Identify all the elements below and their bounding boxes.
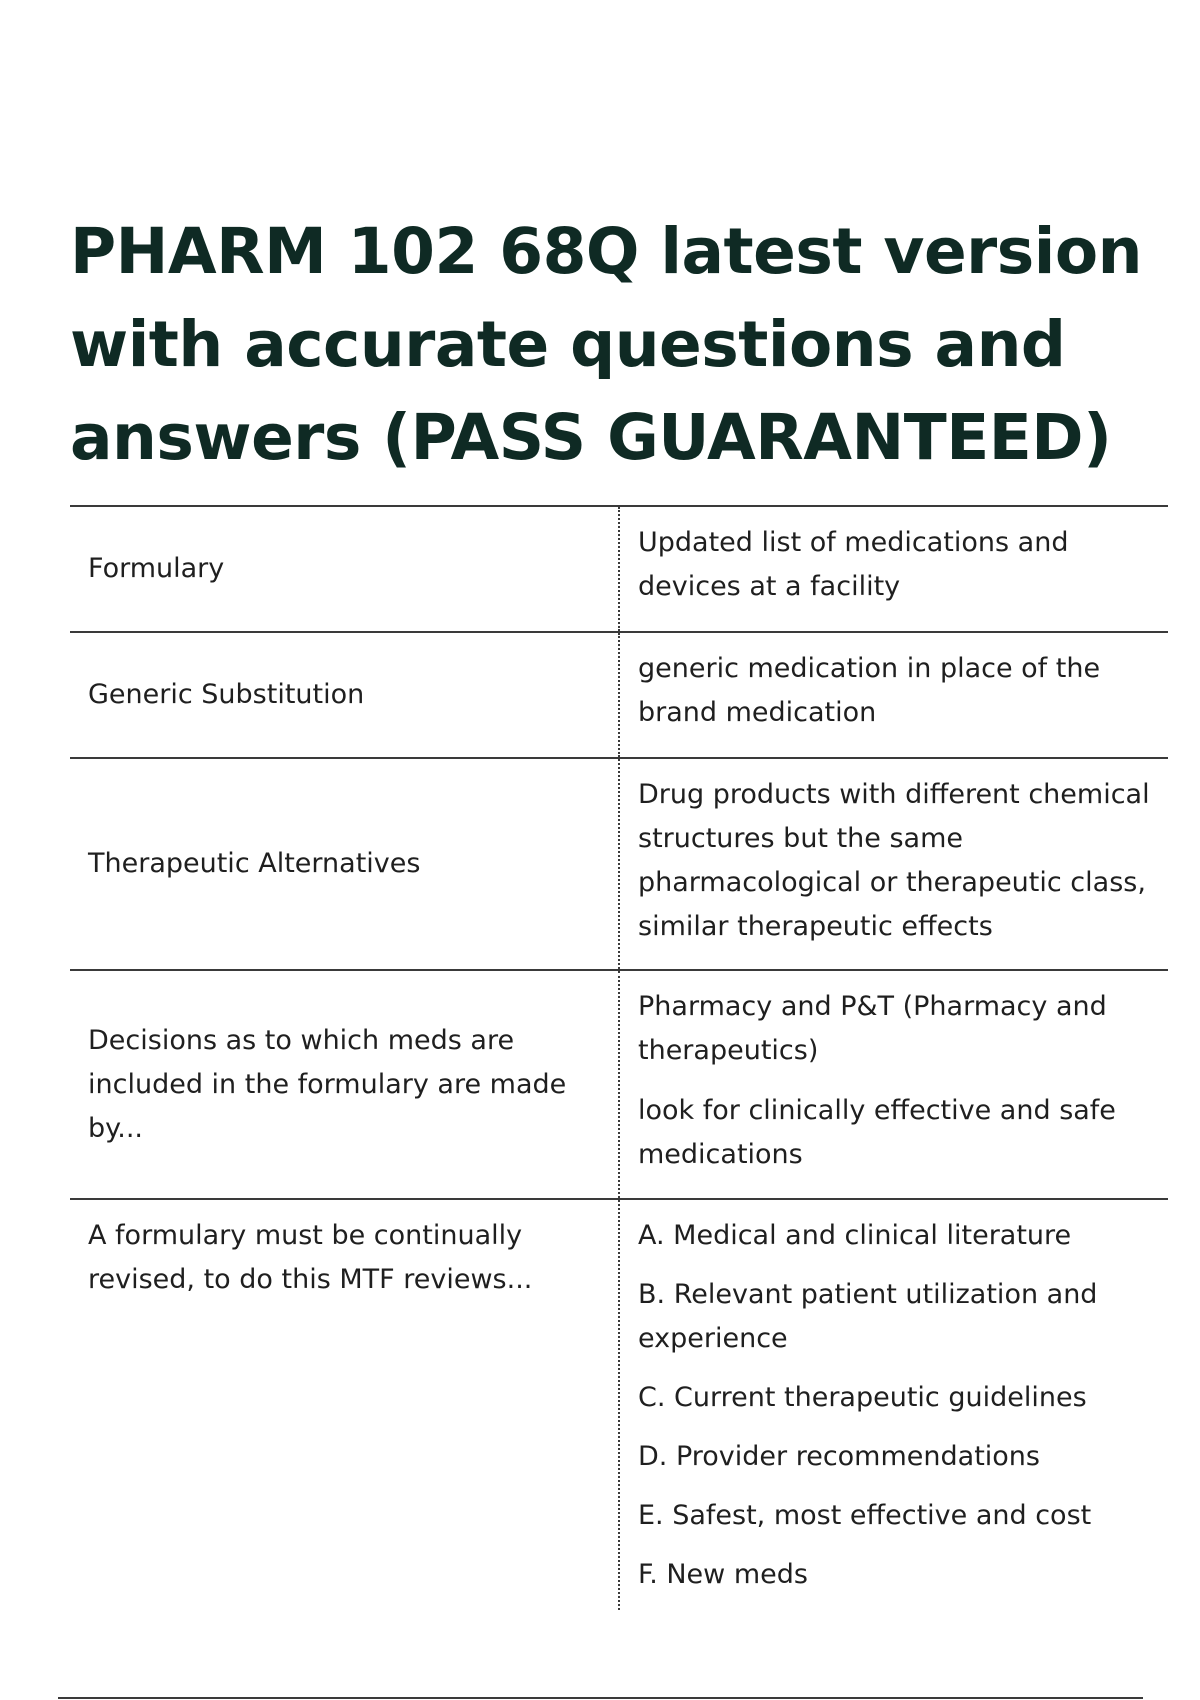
qa-definition-item: C. Current therapeutic guidelines: [638, 1382, 1087, 1413]
qa-definition-text: generic medication in place of the brand medication: [638, 653, 1101, 728]
qa-row: [70, 631, 1168, 757]
qa-row: [70, 1198, 1168, 1610]
qa-definition: [618, 633, 1168, 757]
qa-definition-item: E. Safest, most effective and cost: [638, 1500, 1092, 1531]
qa-definition: [618, 971, 1168, 1198]
qa-definition-text: Pharmacy and P&T (Pharmacy and therapeutics): [638, 991, 1107, 1066]
qa-definition-text: Updated list of medications and devices at a facility: [638, 527, 1069, 602]
qa-term: Formulary: [88, 553, 225, 584]
qa-definition: [618, 759, 1168, 969]
qa-term: Generic Substitution: [88, 679, 365, 710]
qa-definition: [618, 507, 1168, 631]
qa-term: Therapeutic Alternatives: [88, 848, 421, 879]
qa-row: [70, 969, 1168, 1198]
qa-definition-text: look for clinically effective and safe medications: [638, 1095, 1116, 1170]
qa-definition-item: F. New meds: [638, 1559, 808, 1590]
qa-term: A formulary must be continually revised, to do this MTF reviews...: [88, 1220, 533, 1295]
qa-definition-item: D. Provider recommendations: [638, 1441, 1040, 1472]
qa-row: [70, 757, 1168, 969]
qa-table: [70, 505, 1168, 1610]
qa-row: [70, 505, 1168, 631]
qa-definition-text: Drug products with different chemical structures but the same pharmacological or therapeutic class, similar therapeutic effects: [638, 779, 1150, 942]
qa-definition-item: A. Medical and clinical literature: [638, 1220, 1072, 1251]
qa-definition-item: B. Relevant patient utilization and experience: [638, 1279, 1098, 1354]
footer-divider: [58, 1697, 1143, 1699]
qa-term: Decisions as to which meds are included in the formulary are made by...: [88, 1024, 567, 1144]
qa-definition: [618, 1200, 1168, 1610]
document-title: PHARM 102 68Q latest version with accurate questions and answers (PASS GUARANTEED): [70, 215, 1142, 474]
